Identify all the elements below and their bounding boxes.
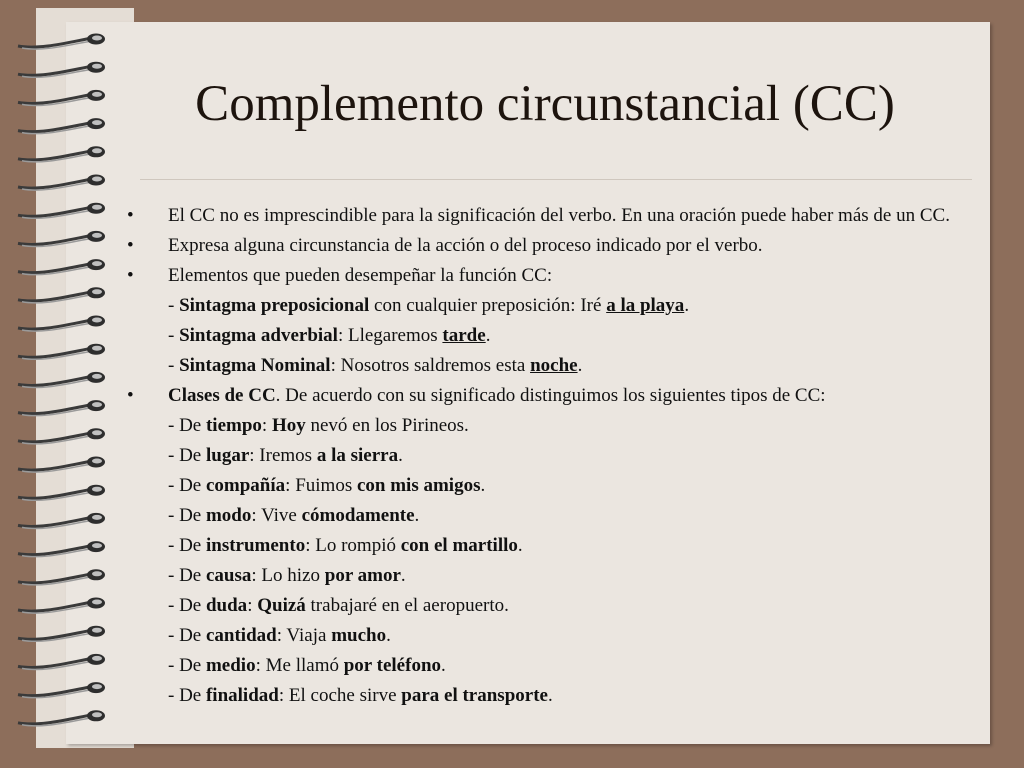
cc-type-example: Quizá xyxy=(257,595,306,616)
spiral-ring-icon xyxy=(18,654,105,670)
element-term: Sintagma preposicional xyxy=(179,295,370,316)
element-example: a la playa xyxy=(606,295,685,316)
cc-type-item: - De compañía: Fuimos con mis amigos. xyxy=(168,475,486,496)
cc-type-example: con mis amigos xyxy=(356,475,481,496)
spiral-ring-icon xyxy=(18,231,105,247)
spiral-ring-icon xyxy=(18,146,105,162)
cc-type-example: cómodamente xyxy=(301,505,415,526)
page-title: Complemento circunstancial (CC) xyxy=(195,76,895,132)
spiral-ring-icon xyxy=(18,259,105,275)
spiral-ring-icon xyxy=(18,344,105,360)
cc-type-example: Hoy xyxy=(271,415,306,436)
spiral-ring-icon xyxy=(18,203,105,219)
spiral-ring-icon xyxy=(18,513,105,529)
spiral-ring-icon xyxy=(18,316,105,332)
spiral-ring-icon xyxy=(18,400,105,416)
cc-type-name: duda xyxy=(205,595,248,616)
cc-type-name: causa xyxy=(205,565,252,586)
cc-type-name: compañía xyxy=(205,475,286,496)
element-example: noche xyxy=(530,355,578,376)
bullet-item xyxy=(125,204,985,228)
spiral-ring-icon xyxy=(18,287,105,303)
cc-type-name: modo xyxy=(205,505,252,526)
spiral-ring-icon xyxy=(18,598,105,614)
cc-type-example: mucho xyxy=(331,625,387,646)
cc-type-name: instrumento xyxy=(205,535,306,556)
cc-type-item: - De cantidad: Viaja mucho. xyxy=(168,625,391,646)
cc-type-example: para el transporte xyxy=(401,685,548,706)
spiral-ring-icon xyxy=(18,34,105,50)
spiral-ring-icon xyxy=(18,457,105,473)
cc-type-item: - De duda: Quizá trabajaré en el aeropuerto. xyxy=(168,595,509,616)
cc-type-item: - De lugar: Iremos a la sierra. xyxy=(168,445,403,466)
element-item: - Sintagma adverbial: Llegaremos tarde. xyxy=(168,325,491,346)
cc-type-example: a la sierra xyxy=(316,445,399,466)
cc-type-item: - De medio: Me llamó por teléfono. xyxy=(168,655,446,676)
slide-content xyxy=(125,204,985,714)
cc-types-list xyxy=(125,414,985,708)
cc-type-item: - De modo: Vive cómodamente. xyxy=(168,505,420,526)
bullet-text: Expresa alguna circunstancia de la acción o del proceso indicado por el verbo. xyxy=(168,235,763,256)
cc-type-item: - De finalidad: El coche sirve para el transporte. xyxy=(168,685,553,706)
spiral-ring-icon xyxy=(18,62,105,78)
cc-type-item: - De causa: Lo hizo por amor. xyxy=(168,565,406,586)
element-item: - Sintagma preposicional con cualquier preposición: Iré a la playa. xyxy=(168,295,690,316)
bullet-item xyxy=(125,264,985,288)
spiral-ring-icon xyxy=(18,682,105,698)
bullet-text: . De acuerdo con su significado distinguimos los siguientes tipos de CC: xyxy=(275,385,826,406)
spiral-ring-icon xyxy=(18,710,105,726)
element-term: Sintagma adverbial xyxy=(179,325,338,346)
spiral-ring-icon xyxy=(18,569,105,585)
spiral-ring-icon xyxy=(18,541,105,557)
cc-type-name: tiempo xyxy=(205,415,262,436)
clases-term: Clases de CC xyxy=(168,385,276,406)
bullet-item xyxy=(125,234,985,258)
element-term: Sintagma Nominal xyxy=(179,355,331,376)
spiral-ring-icon xyxy=(18,175,105,191)
element-item: - Sintagma Nominal: Nosotros saldremos esta noche. xyxy=(168,355,583,376)
element-example: tarde xyxy=(442,325,486,346)
bullet-item xyxy=(125,384,985,408)
spiral-ring-icon xyxy=(18,626,105,642)
cc-type-example: por teléfono xyxy=(343,655,442,676)
bullet-text: Elementos que pueden desempeñar la función CC: xyxy=(168,265,553,286)
cc-type-name: cantidad xyxy=(205,625,277,646)
title-divider xyxy=(140,179,972,180)
cc-type-name: medio xyxy=(205,655,256,676)
cc-type-item: - De tiempo: Hoy nevó en los Pirineos. xyxy=(168,415,469,436)
cc-type-item: - De instrumento: Lo rompió con el martillo. xyxy=(168,535,523,556)
cc-type-name: finalidad xyxy=(205,685,279,706)
spiral-ring-icon xyxy=(18,428,105,444)
spiral-ring-icon xyxy=(18,485,105,501)
bullet-text: El CC no es imprescindible para la significación del verbo. En una oración puede haber más de un CC. xyxy=(168,205,950,226)
cc-type-example: por amor xyxy=(324,565,401,586)
spiral-ring-icon xyxy=(18,372,105,388)
cc-type-example: con el martillo xyxy=(400,535,518,556)
cc-type-name: lugar xyxy=(205,445,250,466)
